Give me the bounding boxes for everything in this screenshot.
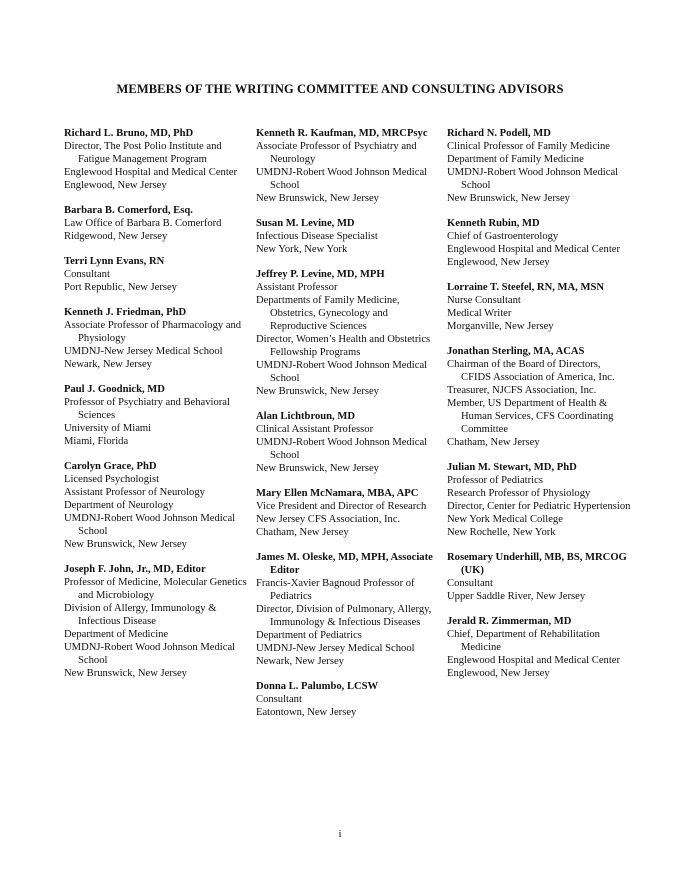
member-entry [64, 127, 250, 192]
member-affiliation-line: Director, The Post Polio Institute and Fatigue Management Program [64, 141, 222, 165]
member-entry [256, 217, 442, 256]
member-affiliation-line: Chairman of the Board of Directors, CFIDS Association of America, Inc. [447, 359, 615, 383]
member-entry [447, 615, 633, 680]
member-affiliation-line: Licensed Psychologist [64, 474, 160, 485]
member-entry [256, 127, 442, 205]
member-affiliation-line: Research Professor of Physiology [447, 488, 591, 499]
member-affiliation-line: Member, US Department of Health & Human Services, CFS Coordinating Committee [447, 398, 614, 435]
member-affiliation-line: Newark, New Jersey [64, 359, 152, 370]
member-entry [447, 461, 633, 539]
member-name: Carolyn Grace, PhD [64, 461, 157, 472]
member-name: Julian M. Stewart, MD, PhD [447, 462, 577, 473]
member-affiliation-line: New Brunswick, New Jersey [64, 668, 187, 679]
member-name: Richard N. Podell, MD [447, 128, 551, 139]
member-entry [64, 204, 250, 243]
member-name: Richard L. Bruno, MD, PhD [64, 128, 194, 139]
member-name: Barbara B. Comerford, Esq. [64, 205, 193, 216]
member-affiliation-line: Englewood Hospital and Medical Center [447, 244, 620, 255]
member-affiliation-line: Department of Medicine [64, 629, 169, 640]
column-2 [256, 127, 442, 731]
member-affiliation-line: New Brunswick, New Jersey [64, 539, 187, 550]
member-affiliation-line: New Brunswick, New Jersey [256, 463, 379, 474]
member-name: Jeffrey P. Levine, MD, MPH [256, 269, 385, 280]
member-affiliation-line: Director, Women’s Health and Obstetrics Fellowship Programs [256, 334, 431, 358]
member-entry [256, 268, 442, 398]
member-affiliation-line: New Brunswick, New Jersey [256, 386, 379, 397]
member-affiliation-line: Division of Allergy, Immunology & Infectious Disease [64, 603, 217, 627]
member-affiliation-line: Ridgewood, New Jersey [64, 231, 168, 242]
member-affiliation-line: Chatham, New Jersey [447, 437, 540, 448]
member-affiliation-line: Englewood Hospital and Medical Center [64, 167, 237, 178]
member-affiliation-line: Port Republic, New Jersey [64, 282, 177, 293]
member-affiliation-line: UMDNJ-New Jersey Medical School [256, 643, 415, 654]
member-affiliation-line: Clinical Assistant Professor [256, 424, 374, 435]
member-affiliation-line: Departments of Family Medicine, Obstetrics, Gynecology and Reproductive Sciences [256, 295, 400, 332]
member-affiliation-line: New Brunswick, New Jersey [447, 193, 570, 204]
member-name: Jerald R. Zimmerman, MD [447, 616, 572, 627]
member-affiliation-line: Assistant Professor of Neurology [64, 487, 205, 498]
member-affiliation-line: Eatontown, New Jersey [256, 707, 357, 718]
member-affiliation-line: Associate Professor of Psychiatry and Neurology [256, 141, 417, 165]
member-name: Alan Lichtbroun, MD [256, 411, 355, 422]
member-affiliation-line: UMDNJ-Robert Wood Johnson Medical School [256, 360, 428, 384]
member-entry [256, 410, 442, 475]
member-affiliation-line: Upper Saddle River, New Jersey [447, 591, 586, 602]
member-name: Donna L. Palumbo, LCSW [256, 681, 379, 692]
member-name: Kenneth J. Friedman, PhD [64, 307, 187, 318]
member-affiliation-line: Morganville, New Jersey [447, 321, 554, 332]
member-entry [447, 551, 633, 603]
member-affiliation-line: Infectious Disease Specialist [256, 231, 378, 242]
member-affiliation-line: Law Office of Barbara B. Comerford [64, 218, 222, 229]
page-title: MEMBERS OF THE WRITING COMMITTEE AND CONSULTING ADVISORS [116, 82, 564, 96]
member-entry [256, 551, 442, 668]
member-affiliation-line: Consultant [256, 694, 302, 705]
member-entry [64, 383, 250, 448]
member-affiliation-line: Consultant [64, 269, 110, 280]
member-affiliation-line: Treasurer, NJCFS Association, Inc. [447, 385, 597, 396]
member-affiliation-line: University of Miami [64, 423, 152, 434]
member-entry [447, 281, 633, 333]
member-entry [64, 306, 250, 371]
member-entry [447, 127, 633, 205]
member-affiliation-line: Director, Division of Pulmonary, Allergy, Immunology & Infectious Diseases [256, 604, 432, 628]
member-name: Jonathan Sterling, MA, ACAS [447, 346, 585, 357]
member-affiliation-line: Englewood Hospital and Medical Center [447, 655, 620, 666]
member-name: Terri Lynn Evans, RN [64, 256, 165, 267]
member-affiliation-line: Nurse Consultant [447, 295, 521, 306]
column-1 [64, 127, 250, 692]
member-affiliation-line: Chief, Department of Rehabilitation Medicine [447, 629, 600, 653]
member-affiliation-line: New Rochelle, New York [447, 527, 556, 538]
member-affiliation-line: Consultant [447, 578, 493, 589]
member-entry [64, 255, 250, 294]
page-number: i [338, 828, 342, 840]
member-affiliation-line: UMDNJ-Robert Wood Johnson Medical School [64, 513, 236, 537]
member-affiliation-line: Department of Family Medicine [447, 154, 584, 165]
member-affiliation-line: Chatham, New Jersey [256, 527, 349, 538]
member-affiliation-line: New York Medical College [447, 514, 563, 525]
column-3 [447, 127, 633, 692]
member-affiliation-line: Englewood, New Jersey [447, 257, 550, 268]
member-name: Joseph F. John, Jr., MD, Editor [64, 564, 206, 575]
member-affiliation-line: UMDNJ-Robert Wood Johnson Medical School [256, 437, 428, 461]
member-affiliation-line: UMDNJ-Robert Wood Johnson Medical School [447, 167, 619, 191]
member-affiliation-line: Associate Professor of Pharmacology and Physiology [64, 320, 242, 344]
member-affiliation-line: Vice President and Director of Research [256, 501, 427, 512]
member-affiliation-line: Medical Writer [447, 308, 512, 319]
member-affiliation-line: UMDNJ-Robert Wood Johnson Medical School [256, 167, 428, 191]
member-affiliation-line: Professor of Medicine, Molecular Genetics and Microbiology [64, 577, 247, 601]
member-entry [64, 563, 250, 680]
member-entry [256, 487, 442, 539]
member-name: Rosemary Underhill, MB, BS, MRCOG (UK) [447, 552, 627, 576]
member-affiliation-line: Englewood, New Jersey [447, 668, 550, 679]
member-affiliation-line: Newark, New Jersey [256, 656, 344, 667]
member-name: Paul J. Goodnick, MD [64, 384, 165, 395]
member-affiliation-line: Director, Center for Pediatric Hypertension [447, 501, 631, 512]
member-affiliation-line: Department of Pediatrics [256, 630, 362, 641]
member-affiliation-line: Englewood, New Jersey [64, 180, 167, 191]
member-affiliation-line: Assistant Professor [256, 282, 338, 293]
member-name: Lorraine T. Steefel, RN, MA, MSN [447, 282, 605, 293]
member-affiliation-line: New York, New York [256, 244, 348, 255]
member-affiliation-line: New Jersey CFS Association, Inc. [256, 514, 401, 525]
member-name: Susan M. Levine, MD [256, 218, 355, 229]
member-name: Kenneth Rubin, MD [447, 218, 540, 229]
member-affiliation-line: Francis-Xavier Bagnoud Professor of Pediatrics [256, 578, 415, 602]
member-affiliation-line: Department of Neurology [64, 500, 174, 511]
member-affiliation-line: Professor of Pediatrics [447, 475, 543, 486]
member-affiliation-line: Clinical Professor of Family Medicine [447, 141, 610, 152]
member-entry [447, 345, 633, 449]
member-name: James M. Oleske, MD, MPH, Associate Editor [256, 552, 433, 576]
member-affiliation-line: UMDNJ-Robert Wood Johnson Medical School [64, 642, 236, 666]
member-entry [447, 217, 633, 269]
member-affiliation-line: Miami, Florida [64, 436, 129, 447]
member-affiliation-line: New Brunswick, New Jersey [256, 193, 379, 204]
member-affiliation-line: Chief of Gastroenterology [447, 231, 559, 242]
member-affiliation-line: UMDNJ-New Jersey Medical School [64, 346, 223, 357]
member-affiliation-line: Professor of Psychiatry and Behavioral Sciences [64, 397, 230, 421]
member-entry [64, 460, 250, 551]
member-name: Kenneth R. Kaufman, MD, MRCPsyc [256, 128, 428, 139]
member-name: Mary Ellen McNamara, MBA, APC [256, 488, 419, 499]
member-entry [256, 680, 442, 719]
